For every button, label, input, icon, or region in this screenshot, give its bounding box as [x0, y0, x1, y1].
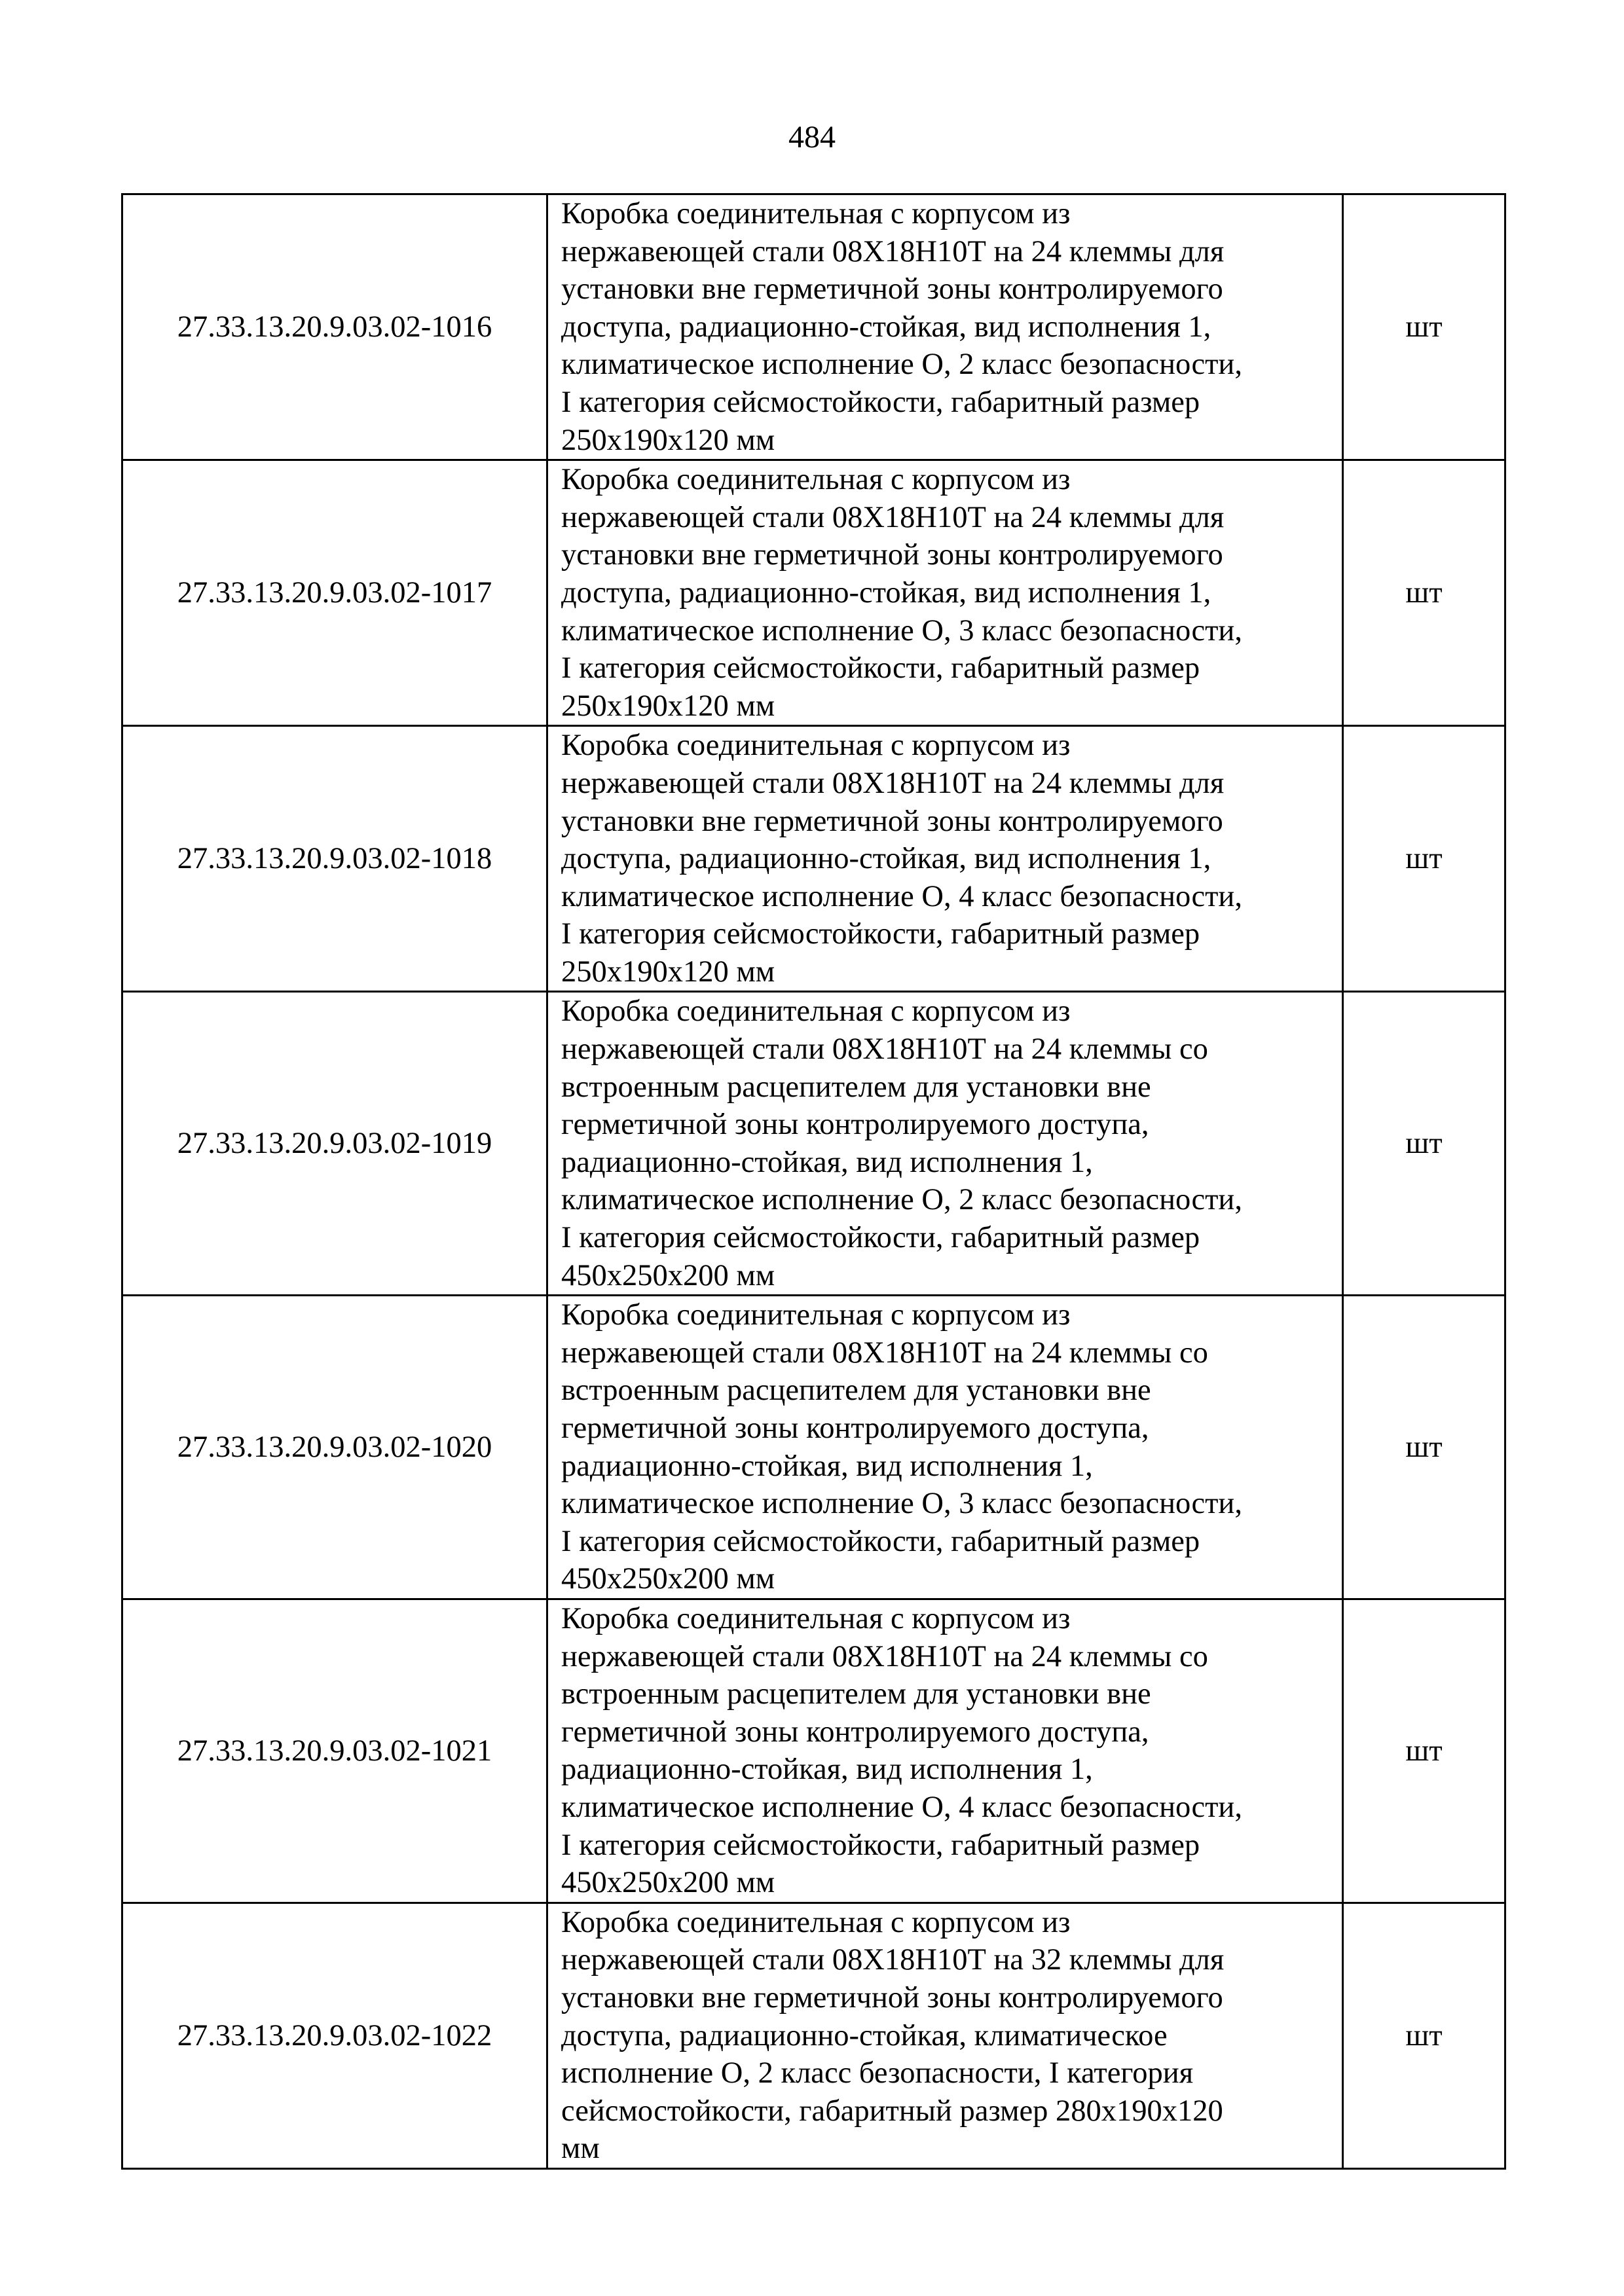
resource-description-cell	[547, 726, 1343, 992]
resource-description-cell	[547, 460, 1343, 726]
description-line: Коробка соединительная с корпусом из	[561, 1601, 1071, 1635]
description-line: I категория сейсмостойкости, габаритный размер	[561, 1828, 1200, 1862]
description-line: нержавеющей стали 08Х18Н10Т на 24 клеммы со	[561, 1639, 1208, 1673]
resource-description-cell	[547, 992, 1343, 1296]
description-line: 250х190х120 мм	[561, 955, 775, 989]
description-line: климатическое исполнение О, 3 класс безопасности,	[561, 1487, 1242, 1521]
description-line: радиационно-стойкая, вид исполнения 1,	[561, 1145, 1093, 1179]
table-row	[122, 194, 1505, 460]
description-line: 450х250х200 мм	[561, 1258, 775, 1292]
description-line: климатическое исполнение О, 2 класс безопасности,	[561, 1183, 1242, 1217]
description-line: доступа, радиационно-стойкая, вид исполнения 1,	[561, 575, 1211, 610]
page-number: 484	[788, 120, 836, 155]
description-line: исполнение О, 2 класс безопасности, I категория	[561, 2056, 1194, 2090]
table-row	[122, 992, 1505, 1296]
description-line: Коробка соединительная с корпусом из	[561, 729, 1071, 763]
unit-cell: шт	[1343, 1296, 1505, 1599]
description-line: доступа, радиационно-стойкая, вид исполнения 1,	[561, 842, 1211, 876]
resource-code-cell: 27.33.13.20.9.03.02-1020	[122, 1296, 547, 1599]
description-line: встроенным расцепителем для установки вне	[561, 1070, 1151, 1104]
description-line: установки вне герметичной зоны контролируемого	[561, 272, 1223, 306]
resource-description-cell	[547, 1903, 1343, 2168]
unit-cell: шт	[1343, 194, 1505, 460]
resource-code-cell: 27.33.13.20.9.03.02-1016	[122, 194, 547, 460]
description-line: мм	[561, 2132, 600, 2166]
description-line: нержавеющей стали 08Х18Н10Т на 24 клеммы для	[561, 234, 1225, 268]
description-line: I категория сейсмостойкости, габаритный размер	[561, 651, 1200, 685]
description-line: радиационно-стойкая, вид исполнения 1,	[561, 1753, 1093, 1787]
description-line: 250х190х120 мм	[561, 423, 775, 457]
description-line: Коробка соединительная с корпусом из	[561, 463, 1071, 497]
description-line: климатическое исполнение О, 2 класс безопасности,	[561, 348, 1242, 382]
description-line: нержавеющей стали 08Х18Н10Т на 32 клеммы для	[561, 1943, 1225, 1977]
resource-description-cell	[547, 194, 1343, 460]
unit-cell: шт	[1343, 726, 1505, 992]
description-line: I категория сейсмостойкости, габаритный размер	[561, 385, 1200, 419]
unit-cell: шт	[1343, 460, 1505, 726]
table-row	[122, 1903, 1505, 2168]
description-line: нержавеющей стали 08Х18Н10Т на 24 клеммы для	[561, 766, 1225, 800]
resource-description-cell	[547, 1296, 1343, 1599]
table-row	[122, 1599, 1505, 1903]
description-line: климатическое исполнение О, 3 класс безопасности,	[561, 613, 1242, 647]
description-line: встроенным расцепителем для установки вне	[561, 1677, 1151, 1711]
description-line: Коробка соединительная с корпусом из	[561, 1298, 1071, 1332]
description-line: I категория сейсмостойкости, габаритный размер	[561, 1221, 1200, 1255]
description-line: 450х250х200 мм	[561, 1866, 775, 1900]
description-line: герметичной зоны контролируемого доступа,	[561, 1715, 1149, 1749]
description-line: установки вне герметичной зоны контролируемого	[561, 538, 1223, 572]
description-line: нержавеющей стали 08Х18Н10Т на 24 клеммы для	[561, 500, 1225, 534]
resource-code-cell: 27.33.13.20.9.03.02-1022	[122, 1903, 547, 2168]
description-line: герметичной зоны контролируемого доступа,	[561, 1108, 1149, 1142]
table-row	[122, 1296, 1505, 1599]
description-line: 450х250х200 мм	[561, 1562, 775, 1596]
resource-code-cell: 27.33.13.20.9.03.02-1019	[122, 992, 547, 1296]
description-line: Коробка соединительная с корпусом из	[561, 1905, 1071, 1939]
resource-description-cell	[547, 1599, 1343, 1903]
resource-code-cell: 27.33.13.20.9.03.02-1021	[122, 1599, 547, 1903]
resource-code-cell: 27.33.13.20.9.03.02-1017	[122, 460, 547, 726]
description-line: доступа, радиационно-стойкая, вид исполнения 1,	[561, 310, 1211, 344]
description-line: Коробка соединительная с корпусом из	[561, 994, 1071, 1029]
description-line: I категория сейсмостойкости, габаритный размер	[561, 917, 1200, 951]
table-row	[122, 726, 1505, 992]
description-line: I категория сейсмостойкости, габаритный размер	[561, 1524, 1200, 1558]
description-line: герметичной зоны контролируемого доступа,	[561, 1412, 1149, 1445]
unit-cell: шт	[1343, 992, 1505, 1296]
description-line: климатическое исполнение О, 4 класс безопасности,	[561, 879, 1242, 913]
description-line: климатическое исполнение О, 4 класс безопасности,	[561, 1790, 1242, 1824]
unit-cell: шт	[1343, 1903, 1505, 2168]
description-line: радиационно-стойкая, вид исполнения 1,	[561, 1449, 1093, 1483]
description-line: установки вне герметичной зоны контролируемого	[561, 804, 1223, 838]
resource-table	[121, 193, 1506, 2170]
description-line: сейсмостойкости, габаритный размер 280х190х120	[561, 2094, 1223, 2128]
description-line: установки вне герметичной зоны контролируемого	[561, 1980, 1223, 2014]
unit-cell: шт	[1343, 1599, 1505, 1903]
description-line: нержавеющей стали 08Х18Н10Т на 24 клеммы со	[561, 1032, 1208, 1066]
description-line: Коробка соединительная с корпусом из	[561, 197, 1071, 230]
resource-table-body	[122, 194, 1505, 2169]
table-row	[122, 460, 1505, 726]
description-line: доступа, радиационно-стойкая, климатическое	[561, 2018, 1168, 2052]
description-line: нержавеющей стали 08Х18Н10Т на 24 клеммы со	[561, 1336, 1208, 1370]
resource-code-cell: 27.33.13.20.9.03.02-1018	[122, 726, 547, 992]
description-line: 250х190х120 мм	[561, 689, 775, 723]
description-line: встроенным расцепителем для установки вне	[561, 1374, 1151, 1408]
